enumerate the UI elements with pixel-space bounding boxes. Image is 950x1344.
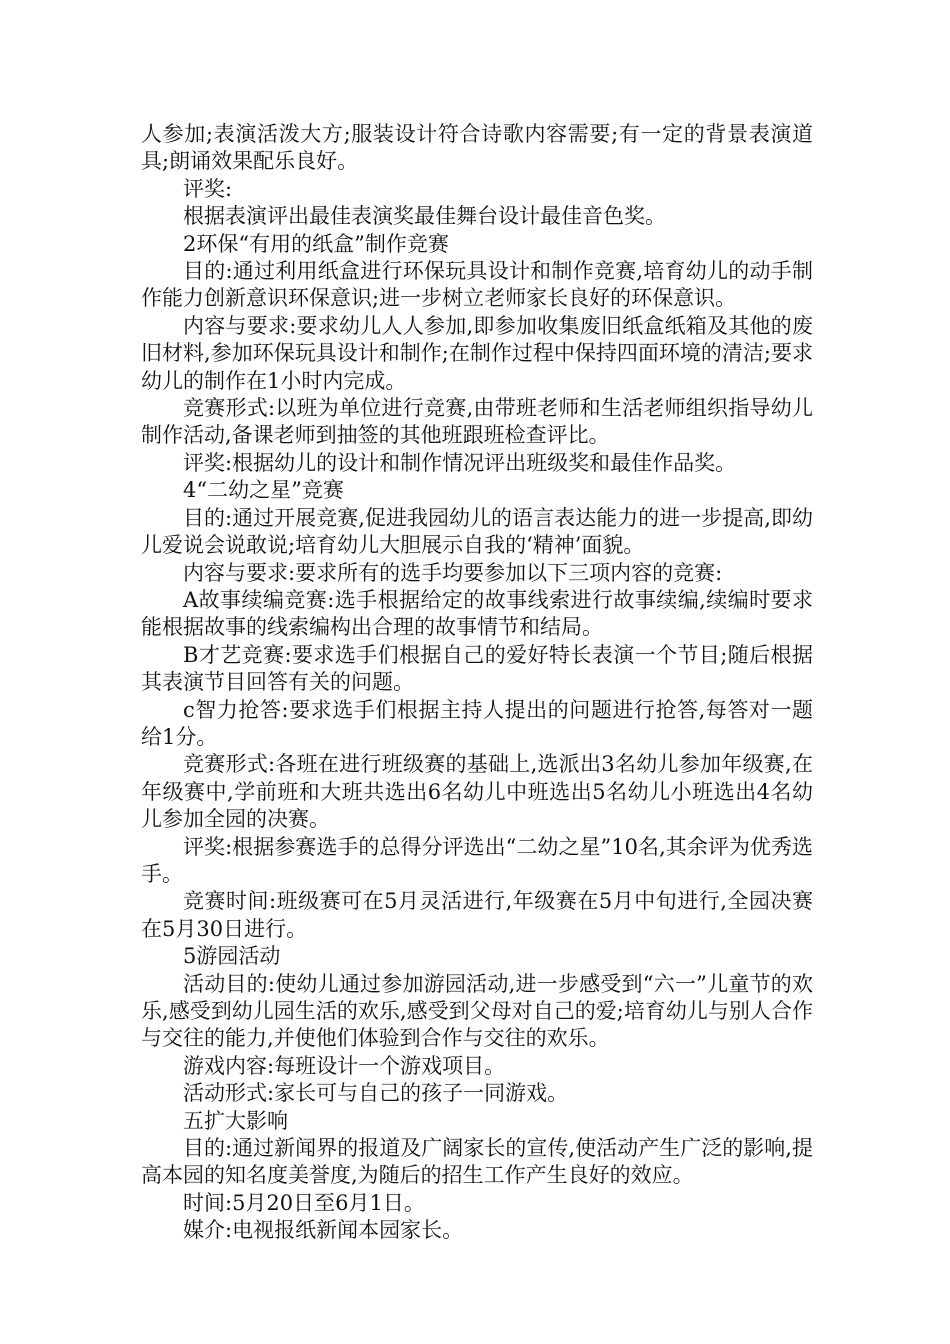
document-page [141,121,813,1245]
paragraph: A故事续编竞赛:选手根据给定的故事线索进行故事续编,续编时要求能根据故事的线索编构出合理的故事情节和结局。 [141,587,813,640]
paragraph: 目的:通过新闻界的报道及广阔家长的宣传,使活动产生广泛的影响,提高本园的知名度美誉度,为随后的招生工作产生良好的效应。 [141,1136,813,1188]
paragraph: 评奖: [183,176,233,201]
paragraph: c智力抢答:要求选手们根据主持人提出的问题进行抢答,每答对一题给1分。 [141,697,813,749]
paragraph: 评奖:根据参赛选手的总得分评选出“二幼之星”10名,其余评为优秀选手。 [141,834,813,886]
paragraph: 竞赛形式:各班在进行班级赛的基础上,选派出3名幼儿参加年级赛,在年级赛中,学前班和大班共选出6名幼儿中班选出5名幼儿小班选出4名幼儿参加全园的决赛。 [141,752,813,832]
paragraph: 竞赛时间:班级赛可在5月灵活进行,年级赛在5月中旬进行,全园决赛在5月30日进行。 [141,889,813,941]
paragraph: 媒介:电视报纸新闻本园家长。 [183,1218,464,1243]
paragraph: 目的:通过利用纸盒进行环保玩具设计和制作竞赛,培育幼儿的动手制作能力创新意识环保意识;进一步树立老师家长良好的环保意识。 [141,259,813,311]
paragraph: 根据表演评出最佳表演奖最佳舞台设计最佳音色奖。 [183,204,666,229]
paragraph: 目的:通过开展竞赛,促进我园幼儿的语言表达能力的进一步提高,即幼儿爱说会说敢说;培育幼儿大胆展示自我的‘精神’面貌。 [141,505,813,558]
section-heading: 5游园活动 [183,944,281,969]
section-heading: 五扩大影响 [183,1108,288,1133]
paragraph: B才艺竞赛:要求选手们根据自己的爱好特长表演一个节目;随后根据其表演节目回答有关的问题。 [141,642,813,695]
section-heading: 2环保“有用的纸盒”制作竞赛 [183,231,449,256]
paragraph: 竞赛形式:以班为单位进行竞赛,由带班老师和生活老师组织指导幼儿制作活动,备课老师到抽签的其他班跟班检查评比。 [141,396,813,448]
paragraph: 评奖:根据幼儿的设计和制作情况评出班级奖和最佳作品奖。 [183,450,737,475]
section-heading: 4“二幼之星”竞赛 [183,478,344,503]
paragraph: 活动目的:使幼儿通过参加游园活动,进一步感受到“六一”儿童节的欢乐,感受到幼儿园生活的欢乐,感受到父母对自己的爱;培育幼儿与别人合作与交往的能力,并使他们体验到合作与交往的欢乐。 [141,971,813,1051]
paragraph: 内容与要求:要求幼儿人人参加,即参加收集废旧纸盒纸箱及其他的废旧材料,参加环保玩具设计和制作;在制作过程中保持四面环境的清洁;要求幼儿的制作在1小时内完成。 [141,313,813,393]
paragraph: 时间:5月20日至6月1日。 [183,1190,425,1215]
paragraph: 内容与要求:要求所有的选手均要参加以下三项内容的竞赛: [183,560,723,585]
paragraph: 人参加;表演活泼大方;服装设计符合诗歌内容需要;有一定的背景表演道具;朗诵效果配乐良好。 [141,122,813,174]
paragraph: 游戏内容:每班设计一个游戏项目。 [183,1053,506,1078]
paragraph: 活动形式:家长可与自己的孩子一同游戏。 [183,1081,569,1106]
